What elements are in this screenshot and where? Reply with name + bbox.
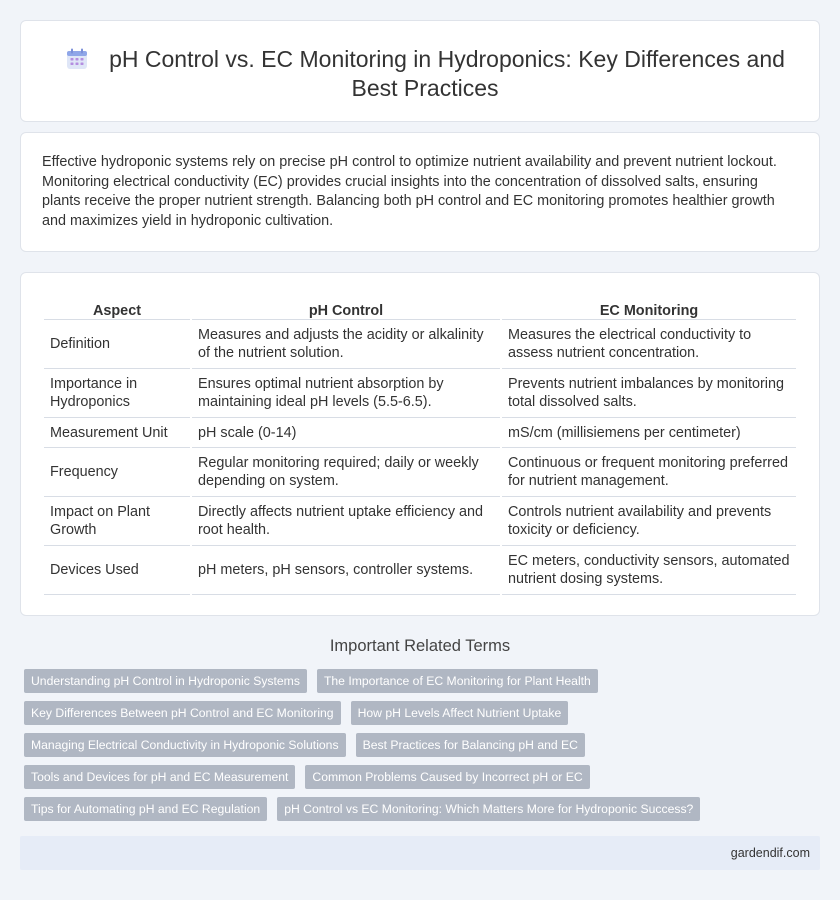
related-tag[interactable]: pH Control vs EC Monitoring: Which Matters More for Hydroponic Success? xyxy=(277,797,700,821)
comparison-table xyxy=(42,297,798,595)
related-terms-list xyxy=(24,669,804,829)
related-tag[interactable]: Managing Electrical Conductivity in Hydroponic Solutions xyxy=(24,733,346,757)
comparison-card xyxy=(20,272,820,616)
related-tag[interactable]: Understanding pH Control in Hydroponic Systems xyxy=(24,669,307,693)
footer-site-link[interactable]: gardendif.com xyxy=(730,846,810,860)
table-row xyxy=(44,418,796,448)
page-title xyxy=(51,45,799,103)
related-tag[interactable]: Tools and Devices for pH and EC Measurement xyxy=(24,765,295,789)
cell-ec: mS/cm (millisiemens per centimeter) xyxy=(502,418,796,448)
page-title-text: pH Control vs. EC Monitoring in Hydroponics: Key Differences and Best Practices xyxy=(109,46,785,101)
cell-ph: Regular monitoring required; daily or weekly depending on system. xyxy=(192,448,500,497)
related-tag[interactable]: The Importance of EC Monitoring for Plant Health xyxy=(317,669,598,693)
cell-aspect: Importance in Hydroponics xyxy=(44,369,190,418)
table-row xyxy=(44,497,796,546)
cell-ph: Ensures optimal nutrient absorption by maintaining ideal pH levels (5.5-6.5). xyxy=(192,369,500,418)
cell-aspect: Measurement Unit xyxy=(44,418,190,448)
cell-aspect: Impact on Plant Growth xyxy=(44,497,190,546)
related-terms-title: Important Related Terms xyxy=(329,637,511,655)
header-card xyxy=(20,20,820,122)
footer xyxy=(20,836,820,870)
cell-aspect: Frequency xyxy=(44,448,190,497)
header-ph-control: pH Control xyxy=(192,297,500,320)
table-row xyxy=(44,320,796,369)
related-tag[interactable]: Common Problems Caused by Incorrect pH or EC xyxy=(305,765,589,789)
intro-card xyxy=(20,132,820,252)
related-tag[interactable]: Key Differences Between pH Control and EC Monitoring xyxy=(24,701,341,725)
table-row xyxy=(44,369,796,418)
cell-ec: EC meters, conductivity sensors, automated nutrient dosing systems. xyxy=(502,546,796,595)
cell-ph: Measures and adjusts the acidity or alkalinity of the nutrient solution. xyxy=(192,320,500,369)
related-tag[interactable]: Best Practices for Balancing pH and EC xyxy=(356,733,585,757)
cell-aspect: Devices Used xyxy=(44,546,190,595)
cell-ec: Measures the electrical conductivity to assess nutrient concentration. xyxy=(502,320,796,369)
intro-paragraph: Effective hydroponic systems rely on precise pH control to optimize nutrient availability and prevent nutrient lockout. Monitoring electrical conductivity (EC) provides crucial insights into the concentration of dissolved salts, ensuring plants receive the proper nutrient strength. Balancing both pH control and EC monitoring promotes healthier growth and maximizes yield in hydroponic cultivation. xyxy=(42,154,777,229)
header xyxy=(51,45,799,103)
cell-ph: pH scale (0-14) xyxy=(192,418,500,448)
cell-ec: Prevents nutrient imbalances by monitoring total dissolved salts. xyxy=(502,369,796,418)
cell-aspect: Definition xyxy=(44,320,190,369)
cell-ec: Continuous or frequent monitoring preferred for nutrient management. xyxy=(502,448,796,497)
header-ec-monitoring: EC Monitoring xyxy=(502,297,796,320)
table-row xyxy=(44,448,796,497)
cell-ph: pH meters, pH sensors, controller systems. xyxy=(192,546,500,595)
table-row xyxy=(44,546,796,595)
calendar-icon xyxy=(65,47,89,71)
header-aspect: Aspect xyxy=(44,297,190,320)
table-header-row xyxy=(44,297,796,320)
related-tag[interactable]: How pH Levels Affect Nutrient Uptake xyxy=(351,701,569,725)
related-tag[interactable]: Tips for Automating pH and EC Regulation xyxy=(24,797,267,821)
cell-ph: Directly affects nutrient uptake efficiency and root health. xyxy=(192,497,500,546)
cell-ec: Controls nutrient availability and prevents toxicity or deficiency. xyxy=(502,497,796,546)
